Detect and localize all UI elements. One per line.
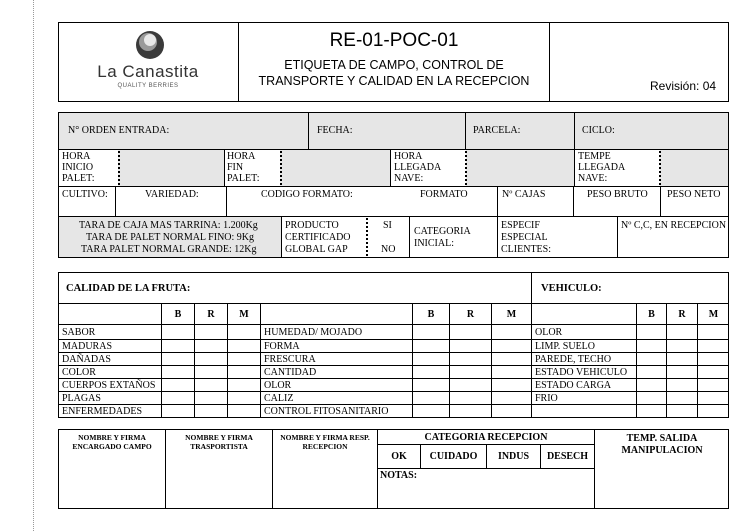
q-caliz: CALIZ [264,393,294,404]
no-option[interactable]: NO [381,244,396,255]
tara-caja-tarrina: TARA DE CAJA MAS TARRINA: 1.200Kg [79,220,258,231]
temp-salida-manipulacion: TEMP. SALIDA MANIPULACION [621,433,703,456]
q-sabor: SABOR [62,327,96,338]
q-maduras: MADURAS [62,341,113,352]
firma-transportista: NOMBRE Y FIRMA TRASPORTISTA [185,433,253,451]
variedad-label: VARIEDAD: [145,189,199,200]
firma-recepcion: NOMBRE Y FIRMA RESP. RECEPCION [280,433,370,451]
grade-b-col2: B [427,309,435,320]
grade-m-col2: M [506,309,517,320]
n-cajas-label: Nº CAJAS [502,189,546,200]
document-code: RE-01-POC-01 [329,30,459,51]
grade-r-col2: R [466,309,475,320]
temp-llegada-label: TEMPE LLEGADA NAVE: [578,151,626,184]
cultivo-label: CULTIVO: [62,189,108,200]
producto-certificado-label: PRODUCTO CERTIFICADO GLOBAL GAP [285,220,351,255]
si-option[interactable]: SI [383,220,392,231]
orden-entrada-label: N° ORDEN ENTRADA: [68,125,170,136]
grade-r-col3: R [678,309,686,320]
cat-desech[interactable]: DESECH [546,451,589,462]
v-frio: FRIO [535,393,558,404]
peso-neto-label: PESO NETO [667,189,721,200]
logo [60,26,236,98]
grade-b-col1: B [174,309,182,320]
grade-r-col1: R [207,309,215,320]
calidad-fruta-title: CALIDAD DE LA FRUTA: [66,283,191,294]
q-forma: FORMA [264,341,300,352]
categoria-inicial-label: CATEGORIA INICIAL: [414,226,471,249]
perforation-line [33,0,34,531]
grade-m-col1: M [239,309,249,320]
grade-m-col3: M [708,309,719,320]
cat-cuidado[interactable]: CUIDADO [429,451,478,462]
logo-emblem-icon [135,30,165,60]
q-cuerpos-extranos: CUERPOS EXTAÑOS [62,380,156,391]
v-olor: OLOR [535,327,563,338]
grade-b-col3: B [648,309,655,320]
hora-inicio-label: HORA INICIO PALET: [62,151,95,184]
tara-palet-grande: TARA PALET NORMAL GRANDE: 12Kg [81,244,257,255]
logo-name: La Canastita [97,62,199,81]
codigo-formato-label: CODIGO FORMATO: [261,189,353,200]
document-title-line2: TRANSPORTE Y CALIDAD EN LA RECEPCION [258,74,530,88]
v-estado-vehiculo: ESTADO VEHICULO [535,367,628,378]
logo-tagline: QUALITY BERRIES [117,83,179,89]
v-estado-carga: ESTADO CARGA [535,380,612,391]
cat-indus[interactable]: INDUS [497,451,530,462]
tara-palet-fino: TARA DE PALET NORMAL FINO: 9Kg [86,232,255,243]
categoria-recepcion-title: CATEGORIA RECEPCION [424,432,548,443]
fecha-label: FECHA: [317,125,353,136]
document-title-line1: ETIQUETA DE CAMPO, CONTROL DE [284,58,504,72]
especif-clientes-label: ESPECIF ESPECIAL CLIENTES: [501,220,551,255]
hora-fin-label: HORA FIN PALET: [227,151,260,184]
q-control-fitosanitario: CONTROL FITOSANITARIO [264,406,389,417]
firma-encargado-campo: NOMBRE Y FIRMA ENCARGADO CAMPO [72,433,152,451]
q-plagas: PLAGAS [62,393,101,404]
formato-label: FORMATO [420,189,468,200]
notas-label: NOTAS: [380,470,418,481]
vehiculo-title: VEHICULO: [541,283,602,294]
revision-label: Revisión: 04 [650,79,717,93]
ciclo-label: CICLO: [582,125,615,136]
v-parede-techo: PAREDE, TECHO [535,354,612,365]
q-cantidad: CANTIDAD [264,367,317,378]
q-danadas: DAÑADAS [62,354,111,365]
q-olor: OLOR [264,380,292,391]
q-enfermedades: ENFERMEDADES [62,406,143,417]
peso-bruto-label: PESO BRUTO [587,189,648,200]
cat-ok[interactable]: OK [391,451,407,462]
q-frescura: FRESCURA [264,354,316,365]
q-color: COLOR [62,367,96,378]
v-limp-suelo: LIMP. SUELO [535,341,596,352]
ncc-recepcion-label: Nº C,C, EN RECEPCION [621,220,727,231]
hora-llegada-label: HORA LLEGADA NAVE: [394,151,442,184]
q-humedad: HUMEDAD/ MOJADO [264,327,363,338]
parcela-label: PARCELA: [473,125,521,136]
